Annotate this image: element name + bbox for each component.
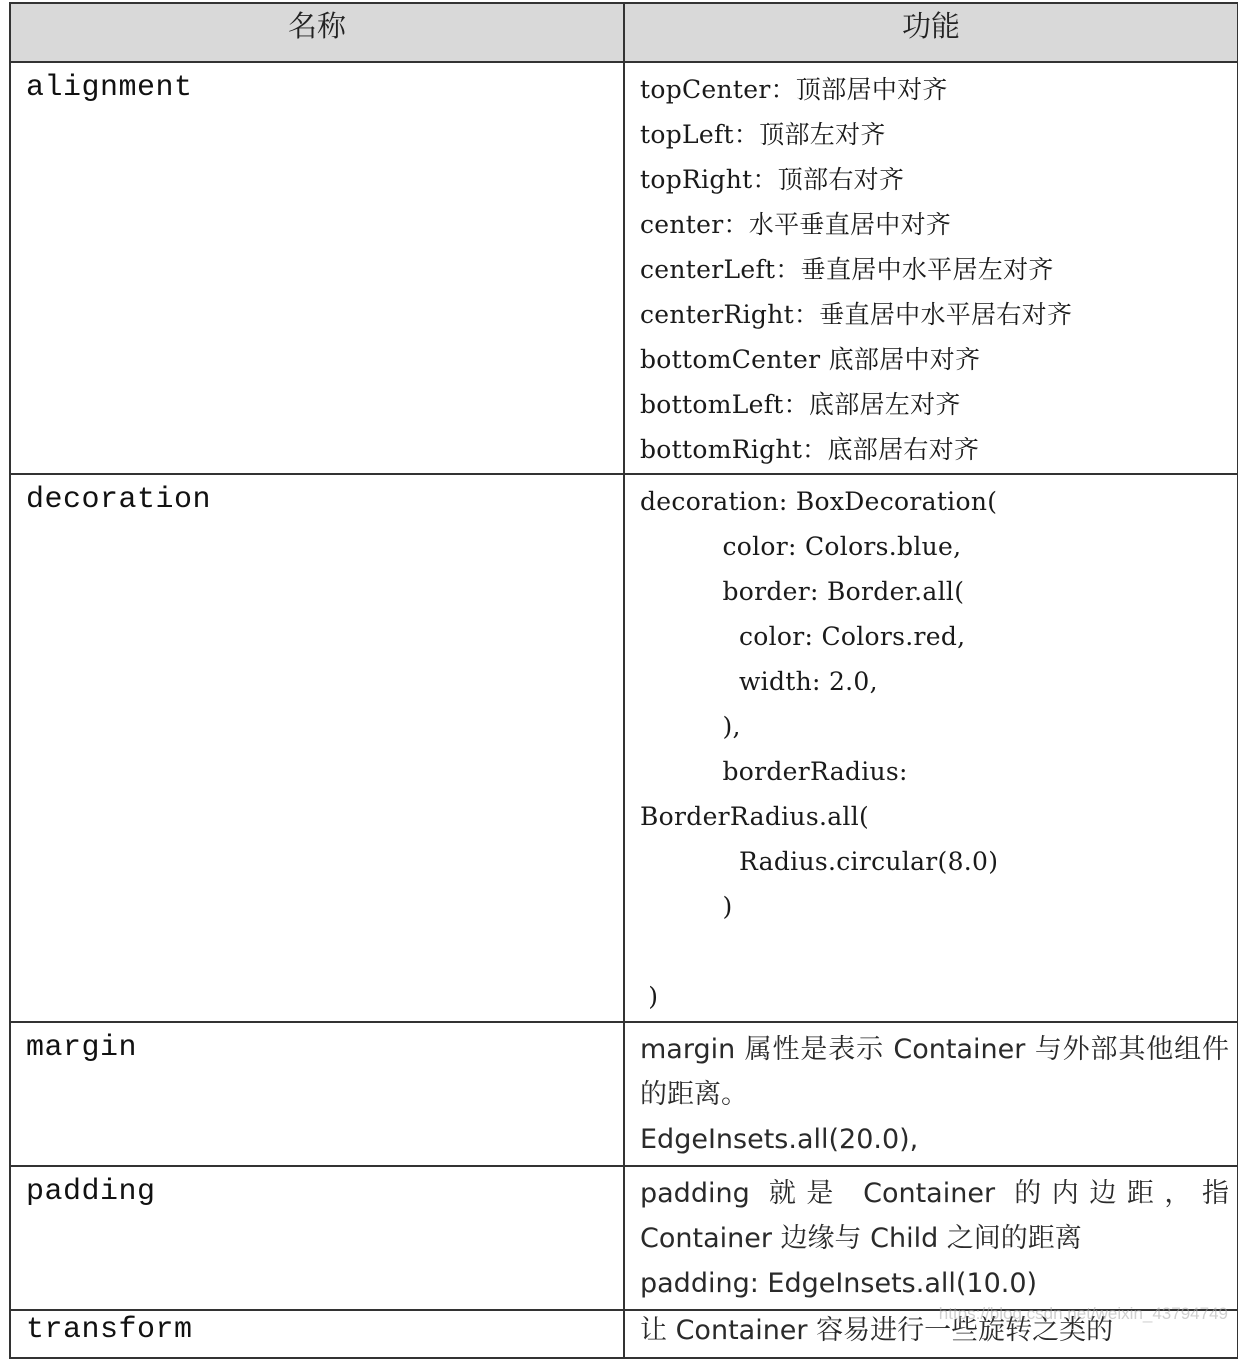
code-line: border: Border.all( — [640, 577, 965, 606]
code-line: ) — [640, 982, 659, 1011]
property-name: margin — [10, 1022, 624, 1166]
code-line: color: Colors.red, — [640, 622, 966, 651]
code-line: ) — [640, 892, 733, 921]
code-snippet: padding: EdgeInsets.all(10.0) — [640, 1268, 1038, 1299]
property-description — [624, 1022, 1238, 1166]
code-line: BorderRadius.all( — [640, 802, 870, 831]
property-name: alignment — [10, 62, 624, 474]
description-line: topLeft：顶部左对齐 — [640, 120, 886, 149]
watermark-text: https://blog.csdn.net/weixin_43794749 — [938, 1304, 1228, 1323]
description-line: bottomRight：底部居右对齐 — [640, 435, 980, 464]
description-line: centerLeft：垂直居中水平居左对齐 — [640, 255, 1054, 284]
property-table — [9, 2, 1238, 1359]
code-snippet: EdgeInsets.all(20.0), — [640, 1124, 919, 1155]
table-row-padding — [10, 1166, 1238, 1310]
description-line: bottomCenter 底部居中对齐 — [640, 345, 981, 374]
property-code-example — [624, 474, 1238, 1022]
code-line: width: 2.0, — [640, 667, 878, 696]
code-line: decoration: BoxDecoration( — [640, 487, 998, 516]
code-line: Radius.circular(8.0) — [640, 847, 999, 876]
code-line: borderRadius: — [640, 757, 908, 786]
description-line: center：水平垂直居中对齐 — [640, 210, 952, 239]
code-line: color: Colors.blue, — [640, 532, 962, 561]
property-name: transform — [10, 1310, 624, 1358]
table-row-alignment — [10, 62, 1238, 474]
property-description — [624, 62, 1238, 474]
description-line: centerRight：垂直居中水平居右对齐 — [640, 300, 1073, 329]
code-line: ), — [640, 712, 741, 741]
description-text: 让 Container 容易进行一些旋转之类的 — [640, 1315, 1114, 1346]
description-line: topCenter：顶部居中对齐 — [640, 75, 948, 104]
header-function: 功能 — [624, 3, 1238, 62]
property-name: decoration — [10, 474, 624, 1022]
description-text: margin 属性是表示 Container 与外部其他组件的距离。 — [640, 1034, 1229, 1110]
description-line: bottomLeft：底部居左对齐 — [640, 390, 961, 419]
table-row-margin — [10, 1022, 1238, 1166]
property-description — [624, 1166, 1238, 1310]
description-line: topRight：顶部右对齐 — [640, 165, 905, 194]
description-text: padding 就是 Container 的内边距，指 Container 边缘与 Child 之间的距离 — [640, 1178, 1229, 1254]
code-line — [640, 929, 1229, 974]
table-row-decoration — [10, 474, 1238, 1022]
property-name: padding — [10, 1166, 624, 1310]
header-name: 名称 — [10, 3, 624, 62]
table-header-row — [10, 3, 1238, 62]
